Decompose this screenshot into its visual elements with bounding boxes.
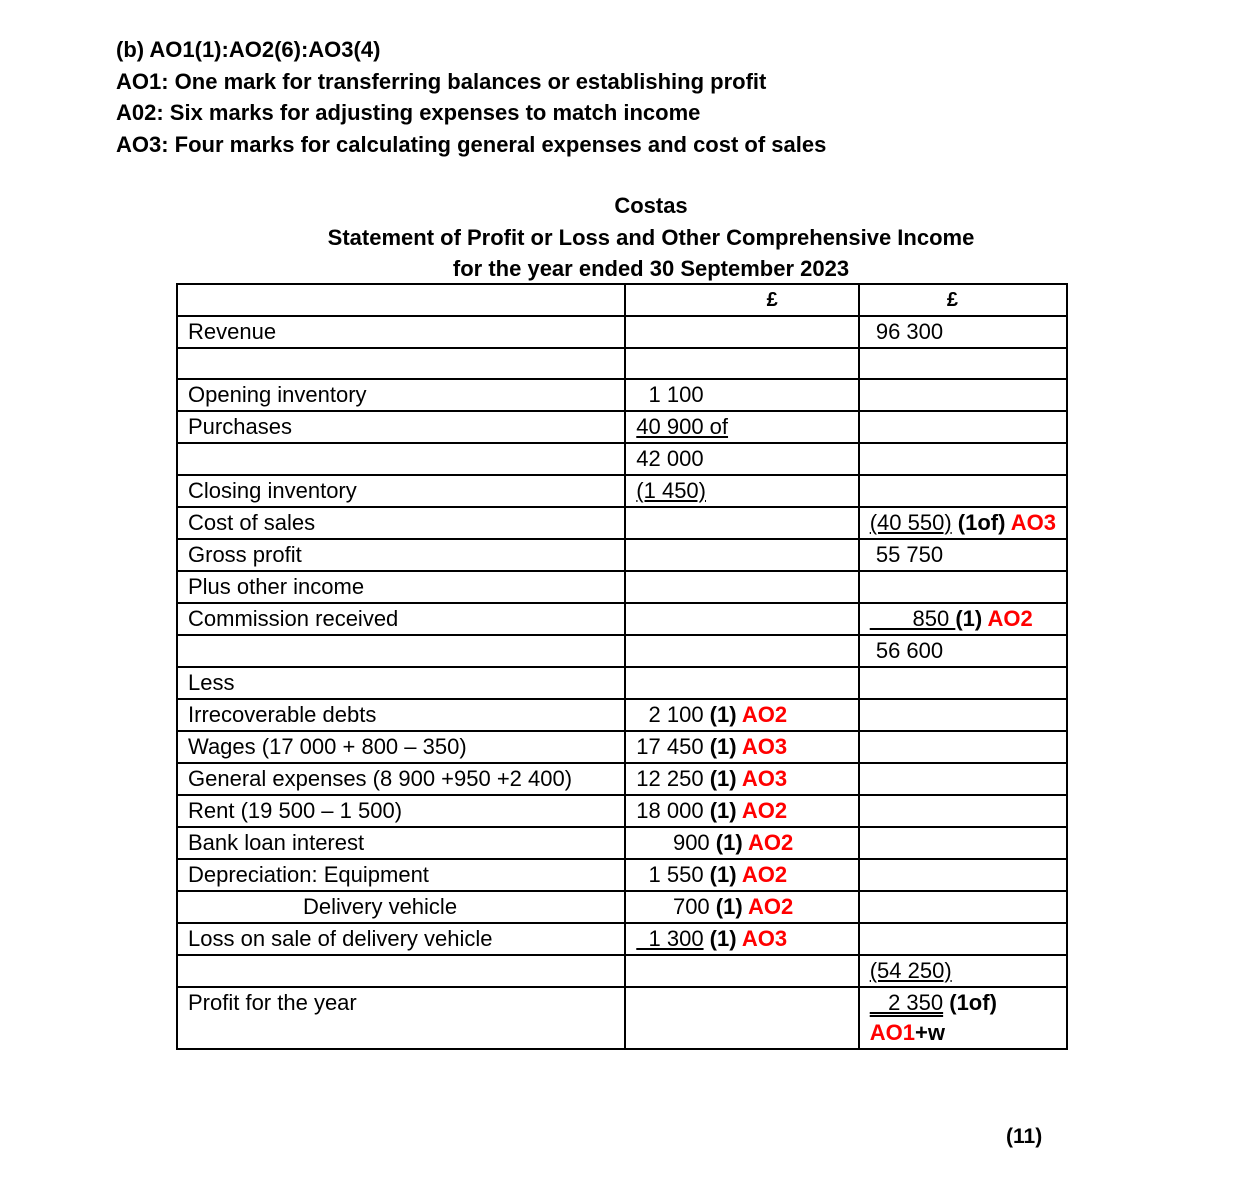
mark-suffix: +w [914, 1019, 945, 1045]
mark-allocation: (1) [955, 605, 988, 631]
company-name: Costas [614, 193, 688, 218]
assessment-objective: AO3 [741, 733, 788, 759]
row-label [177, 635, 625, 667]
mark-scheme-header [116, 34, 826, 160]
row-label: Commission received [177, 603, 625, 635]
row-label: Plus other income [177, 571, 625, 603]
row-label [177, 348, 625, 379]
total-cell [859, 923, 1067, 955]
table-row [177, 316, 1067, 348]
mark-allocation: (1) [709, 733, 742, 759]
table-row [177, 379, 1067, 411]
amount-value: 700 [636, 893, 716, 919]
amount-value: 17 450 [636, 733, 710, 759]
amount-cell [625, 316, 858, 348]
amount-cell [625, 923, 858, 955]
total-cell [859, 507, 1067, 539]
total-cell [859, 348, 1067, 379]
amount-value: (40 550) [869, 509, 952, 535]
amount-value: (1 450) [636, 477, 706, 503]
amount-cell [625, 411, 858, 443]
table-row [177, 348, 1067, 379]
row-label: Delivery vehicle [177, 891, 625, 923]
assessment-objective: AO3 [741, 765, 788, 791]
amount-cell [625, 699, 858, 731]
income-statement-table [176, 283, 1068, 1050]
assessment-objective: AO2 [741, 701, 788, 727]
mark-allocation: (1) [715, 893, 748, 919]
row-label [177, 955, 625, 987]
mark-allocation: (1) [709, 765, 742, 791]
total-cell [859, 571, 1067, 603]
row-label: Gross profit [177, 539, 625, 571]
row-label: Profit for the year [177, 987, 625, 1049]
table-row [177, 731, 1067, 763]
amount-value: 12 250 [636, 765, 710, 791]
amount-value: 1 300 [636, 925, 704, 951]
amount-cell [625, 891, 858, 923]
mark-allocation: (1) [709, 861, 742, 887]
total-cell [859, 731, 1067, 763]
row-label: Opening inventory [177, 379, 625, 411]
total-cell [859, 316, 1067, 348]
mark-allocation: (1) [709, 701, 742, 727]
assessment-objective: AO3 [741, 925, 788, 951]
assessment-objective: AO3 [1010, 509, 1056, 535]
amount-cell [625, 603, 858, 635]
amount-cell [625, 348, 858, 379]
column-header [177, 284, 625, 316]
total-cell [859, 763, 1067, 795]
amount-cell [625, 731, 858, 763]
table-row [177, 699, 1067, 731]
amount-cell [625, 507, 858, 539]
row-label: Irrecoverable debts [177, 699, 625, 731]
amount-value: 2 350 [869, 989, 944, 1015]
table-row [177, 923, 1067, 955]
amount-cell [625, 763, 858, 795]
amount-cell [625, 635, 858, 667]
total-cell [859, 699, 1067, 731]
mark-allocation: (1) [715, 829, 748, 855]
row-label: Depreciation: Equipment [177, 859, 625, 891]
amount-cell [625, 667, 858, 699]
row-label: Wages (17 000 + 800 – 350) [177, 731, 625, 763]
assessment-objective: AO2 [741, 797, 788, 823]
amount-value: 1 100 [636, 381, 704, 407]
total-cell [859, 475, 1067, 507]
table-row [177, 795, 1067, 827]
amount-cell [625, 955, 858, 987]
total-cell [859, 955, 1067, 987]
row-label: Closing inventory [177, 475, 625, 507]
row-label: Less [177, 667, 625, 699]
amount-cell [625, 475, 858, 507]
row-label: Cost of sales [177, 507, 625, 539]
amount-cell [625, 571, 858, 603]
total-cell [859, 667, 1067, 699]
amount-value: (54 250) [869, 957, 952, 983]
total-marks: (11) [1006, 1125, 1043, 1148]
total-cell [859, 987, 1067, 1049]
row-label: Revenue [177, 316, 625, 348]
amount-value: 42 000 [636, 445, 704, 471]
assessment-objective: AO2 [747, 893, 794, 919]
statement-period: for the year ended 30 September 2023 [452, 256, 850, 281]
total-cell [859, 443, 1067, 475]
table-row [177, 507, 1067, 539]
mark-allocation: (1) [703, 925, 742, 951]
amount-cell [625, 379, 858, 411]
amount-value: 55 750 [869, 541, 944, 567]
table-header-row [177, 284, 1067, 316]
table-row [177, 955, 1067, 987]
table-row [177, 411, 1067, 443]
mark-allocation: (1of) [943, 989, 997, 1015]
row-label: Bank loan interest [177, 827, 625, 859]
total-cell [859, 859, 1067, 891]
table-row [177, 603, 1067, 635]
statement-title: Statement of Profit or Loss and Other Comprehensive Income [327, 224, 975, 250]
total-cell [859, 635, 1067, 667]
total-cell [859, 411, 1067, 443]
table-row [177, 667, 1067, 699]
total-cell [859, 891, 1067, 923]
mark-allocation: (1) [709, 797, 742, 823]
amount-cell [625, 795, 858, 827]
mark-allocation: (1of) [951, 509, 1011, 535]
assessment-objective: AO2 [987, 605, 1033, 631]
amount-value: 40 900 of [636, 413, 729, 439]
row-label [177, 443, 625, 475]
column-header: £ [625, 284, 858, 316]
header-line: (b) AO1(1):AO2(6):AO3(4) [116, 37, 381, 62]
assessment-objective: AO2 [741, 861, 788, 887]
column-header: £ [859, 284, 1067, 316]
header-line: AO1: One mark for transferring balances or establishing profit [116, 68, 767, 94]
table-row [177, 987, 1067, 1049]
header-line: AO3: Four marks for calculating general expenses and cost of sales [116, 131, 827, 157]
amount-cell [625, 827, 858, 859]
amount-value: 56 600 [869, 637, 944, 663]
table-row [177, 891, 1067, 923]
total-cell [859, 795, 1067, 827]
table-row [177, 763, 1067, 795]
row-label: Rent (19 500 – 1 500) [177, 795, 625, 827]
amount-value: 96 300 [869, 319, 944, 344]
amount-cell [625, 987, 858, 1049]
table-row [177, 827, 1067, 859]
amount-value: 2 100 [636, 701, 710, 727]
row-label: Loss on sale of delivery vehicle [177, 923, 625, 955]
table-row [177, 571, 1067, 603]
amount-value: 18 000 [636, 797, 710, 823]
amount-cell [625, 539, 858, 571]
row-label: Purchases [177, 411, 625, 443]
table-row [177, 859, 1067, 891]
row-label: General expenses (8 900 +950 +2 400) [177, 763, 625, 795]
total-cell [859, 603, 1067, 635]
assessment-objective: AO1 [869, 1019, 915, 1045]
total-cell [859, 827, 1067, 859]
statement-title-block [0, 190, 1244, 285]
amount-value: 1 550 [636, 861, 710, 887]
table-row [177, 635, 1067, 667]
table-row [177, 475, 1067, 507]
amount-cell [625, 859, 858, 891]
table-row [177, 539, 1067, 571]
total-cell [859, 379, 1067, 411]
table-row [177, 443, 1067, 475]
amount-cell [625, 443, 858, 475]
header-line: A02: Six marks for adjusting expenses to match income [116, 100, 701, 125]
assessment-objective: AO2 [747, 829, 794, 855]
total-cell [859, 539, 1067, 571]
amount-value: 850 [869, 605, 956, 631]
amount-value: 900 [636, 829, 716, 855]
